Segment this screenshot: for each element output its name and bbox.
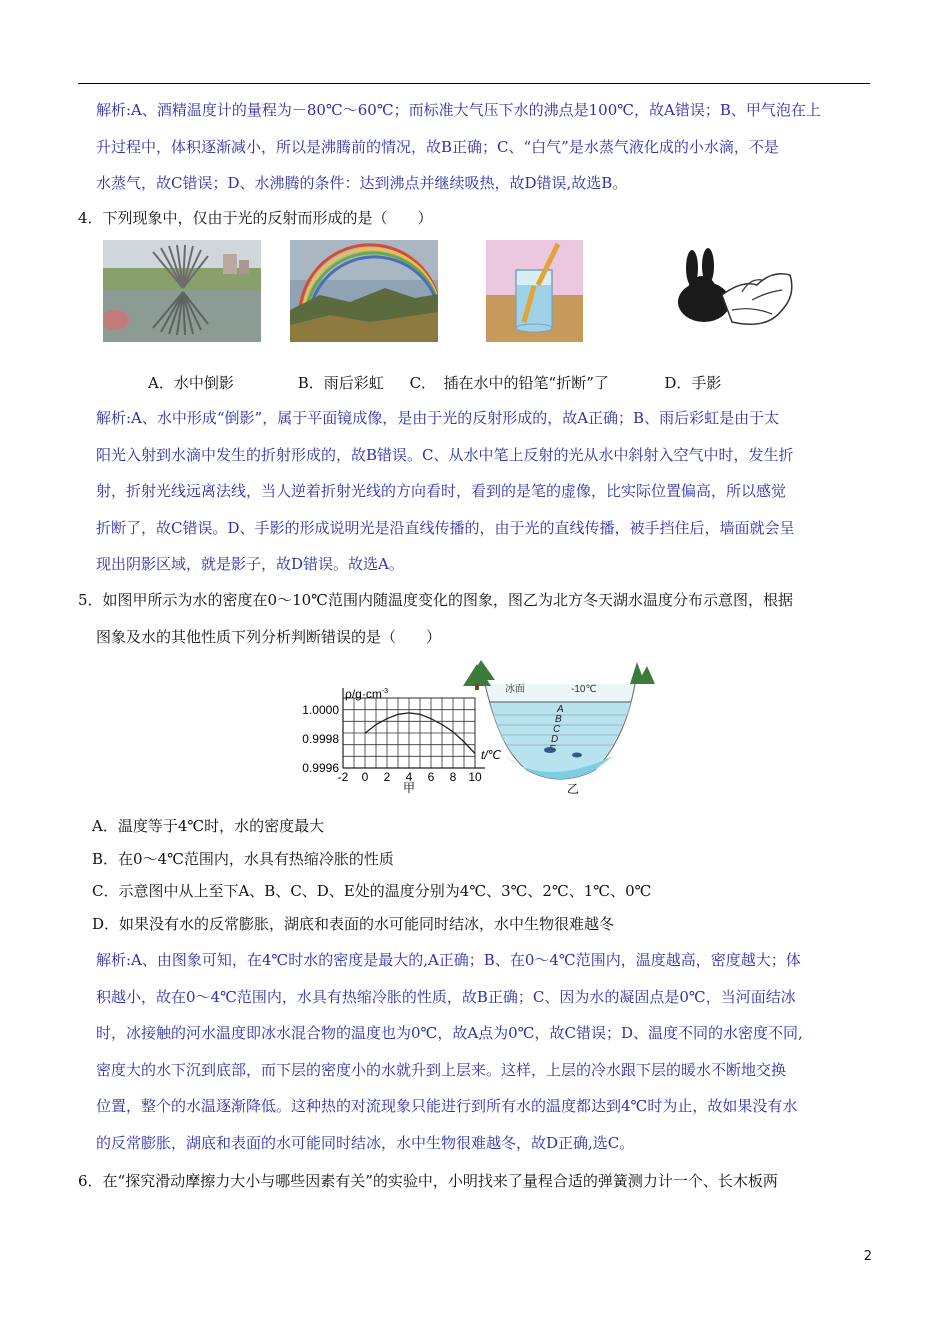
pencil-in-water-photo [486, 240, 583, 342]
q3-explanation-line: 升过程中，体积逐渐减小，所以是沸腾前的情况，故B正确；C、“白气”是水蒸气液化成的小水滴，不是 [96, 137, 779, 156]
rainbow-photo [290, 240, 438, 342]
q4-explanation-line: 阳光入射到水滴中发生的折射形成的，故B错误。C、从水中笔上反射的光从水中斜射入空气中时，发生折 [96, 445, 794, 464]
x-tick-label: 0 [361, 770, 369, 784]
jia-label: 甲 [403, 781, 416, 795]
q5-option-a: A．温度等于4℃时，水的密度最大 [92, 817, 325, 835]
depth-point-label: D [551, 734, 559, 745]
q4-explanation-line: 折断了，故C错误。D、手影的形成说明光是沿直线传播的，由于光的直线传播，被手挡住后，墙面就会呈 [96, 518, 795, 537]
q4-image-row [0, 238, 950, 348]
depth-point-label: B [555, 714, 562, 725]
q5-explanation-line: 密度大的水下沉到底部，而下层的密度小的水就升到上层来。这样，上层的冷水跟下层的暖水不断地交换 [96, 1060, 787, 1079]
hand-shadow-photo [672, 240, 798, 342]
depth-point-label: C [553, 724, 561, 735]
q5-explanation [96, 942, 803, 1161]
q4-option-a: A．水中倒影 [148, 374, 234, 392]
q3-explanation-line: 解析:A、酒精温度计的量程为－80℃～60℃；而标准大气压下水的沸点是100℃，故A错误；B、甲气泡在上 [96, 101, 821, 119]
q4-explanation [96, 400, 795, 583]
y-tick-label: 0.9998 [302, 732, 339, 746]
q5-stem-line: 图象及水的其他性质下列分析判断错误的是（ ） [96, 627, 442, 646]
chart-xlabel: t/℃ [481, 748, 502, 762]
page-number: 2 [863, 1249, 872, 1264]
x-tick-label: 8 [449, 770, 457, 784]
yi-label: 乙 [567, 782, 580, 796]
q4-explanation-line: 射，折射光线远离法线，当人逆着折射光线的方向看时，看到的是笔的虚像，比实际位置偏高，所以感觉 [96, 482, 787, 500]
q5-stem-line: 5．如图甲所示为水的密度在0～10℃范围内随温度变化的图象，图乙为北方冬天湖水温度分布示意图，根据 [78, 591, 793, 609]
fish-icon [544, 747, 556, 753]
density-chart [302, 687, 501, 795]
lake-diagram [463, 660, 655, 796]
q5-figure [295, 660, 655, 800]
water-reflection-photo [103, 240, 261, 342]
q5-stem [78, 582, 793, 655]
q5-explanation-line: 积越小，故在0～4℃范围内，水具有热缩冷胀的性质，故B正确；C、因为水的凝固点是0℃，当河面结冰 [96, 987, 796, 1006]
x-tick-label: 2 [383, 770, 391, 784]
q5-option-c: C．示意图中从上至下A、B、C、D、E处的温度分别为4℃、3℃、2℃、1℃、0℃ [92, 882, 652, 900]
q5-option-b: B．在0～4℃范围内，水具有热缩冷胀的性质 [92, 849, 394, 868]
header-rule [78, 83, 870, 84]
q4-options [148, 372, 721, 393]
q6-stem: 6．在“探究滑动摩擦力大小与哪些因素有关”的实验中，小明找来了量程合适的弹簧测力计一个、长木板两 [78, 1172, 778, 1190]
q4-option-d: D．手影 [664, 374, 722, 392]
chart-ylabel: $\rho/g\cdot cm^{-3}$ [345, 687, 389, 701]
x-tick-label: 4 [405, 770, 413, 784]
q4-stem: 4．下列现象中，仅由于光的反射而形成的是（ ） [78, 209, 433, 227]
q4-option-b: B．雨后彩虹 [297, 374, 384, 392]
x-tick-label: -2 [337, 770, 349, 784]
q4-option-c: C． 插在水中的铅笔“折断”了 [409, 374, 609, 392]
q4-explanation-line: 现出阴影区域，就是影子，故D错误。故选A。 [96, 555, 404, 573]
q3-explanation [96, 92, 821, 202]
x-tick-label: 10 [468, 770, 482, 784]
y-tick-label: 1.0000 [302, 703, 339, 717]
x-tick-label: 6 [427, 770, 435, 784]
q5-explanation-line: 时，冰接触的河水温度即冰水混合物的温度也为0℃，故A点为0℃，故C错误；D、温度不同的水密度不同, [96, 1024, 803, 1042]
y-tick-label: 0.9996 [302, 761, 339, 775]
q5-options [92, 810, 651, 940]
q5-explanation-line: 的反常膨胀，湖底和表面的水可能同时结冰，水中生物很难越冬，故D正确,选C。 [96, 1133, 635, 1152]
q3-explanation-line: 水蒸气，故C错误；D、水沸腾的条件：达到沸点并继续吸热，故D错误,故选B。 [96, 174, 628, 192]
q5-option-d: D．如果没有水的反常膨胀，湖底和表面的水可能同时结冰，水中生物很难越冬 [92, 914, 615, 933]
q5-explanation-line: 位置，整个的水温逐渐降低。这种热的对流现象只能进行到所有水的温度都达到4℃时为止，故如果没有水 [96, 1097, 798, 1115]
air-temp-label: -10℃ [571, 684, 597, 695]
fish-icon [572, 753, 582, 758]
depth-point-label: A [557, 704, 564, 715]
q4-explanation-line: 解析:A、水中形成“倒影”，属于平面镜成像，是由于光的反射形成的，故A正确；B、雨后彩虹是由于太 [96, 409, 780, 427]
q5-explanation-line: 解析:A、由图象可知，在4℃时水的密度是最大的,A正确；B、在0～4℃范围内，温度越高，密度越大；体 [96, 951, 801, 969]
ice-surface-label: 冰面 [505, 684, 525, 695]
